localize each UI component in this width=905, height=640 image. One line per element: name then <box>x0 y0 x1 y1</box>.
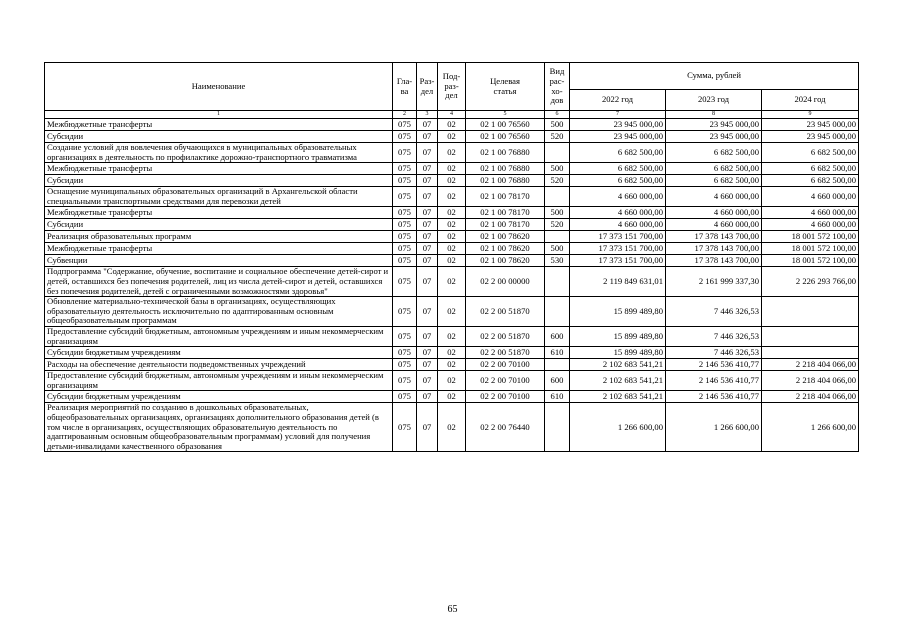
row-sum-2024: 4 660 000,00 <box>762 187 859 207</box>
row-glava: 075 <box>393 297 417 327</box>
row-sum-2022: 17 373 151 700,00 <box>570 255 666 267</box>
row-celevaya-statya: 02 1 00 76880 <box>466 175 545 187</box>
row-name: Субсидии <box>45 131 393 143</box>
table-row <box>45 347 859 359</box>
row-sum-2023: 17 378 143 700,00 <box>666 243 762 255</box>
row-celevaya-statya: 02 1 00 78620 <box>466 255 545 267</box>
row-sum-2022: 23 945 000,00 <box>570 119 666 131</box>
table-row <box>45 391 859 403</box>
row-podrazdel: 02 <box>438 187 466 207</box>
row-vid-raskhodov: 530 <box>545 255 570 267</box>
row-podrazdel: 02 <box>438 297 466 327</box>
row-podrazdel: 02 <box>438 243 466 255</box>
row-name: Создание условий для вовлечения обучающихся в муниципальных образовательных организациях в деятельность по профилактике дорожно-транспортного травматизма <box>45 143 393 163</box>
row-sum-2024: 18 001 572 100,00 <box>762 231 859 243</box>
row-razdel: 07 <box>417 297 438 327</box>
header-razdel: Раз- дел <box>417 63 438 111</box>
row-glava: 075 <box>393 231 417 243</box>
row-sum-2023: 17 378 143 700,00 <box>666 255 762 267</box>
table-row <box>45 175 859 187</box>
table-row <box>45 131 859 143</box>
row-vid-raskhodov <box>545 359 570 371</box>
header-year-2024: 2024 год <box>762 90 859 111</box>
row-razdel: 07 <box>417 243 438 255</box>
row-sum-2022: 6 682 500,00 <box>570 163 666 175</box>
row-razdel: 07 <box>417 119 438 131</box>
row-celevaya-statya: 02 1 00 76880 <box>466 163 545 175</box>
row-vid-raskhodov <box>545 143 570 163</box>
row-sum-2024: 4 660 000,00 <box>762 207 859 219</box>
row-celevaya-statya: 02 1 00 78620 <box>466 231 545 243</box>
row-vid-raskhodov: 520 <box>545 219 570 231</box>
column-number: 4 <box>438 111 466 119</box>
header-year-2023: 2023 год <box>666 90 762 111</box>
row-glava: 075 <box>393 243 417 255</box>
row-celevaya-statya: 02 1 00 78620 <box>466 243 545 255</box>
row-celevaya-statya: 02 2 00 70100 <box>466 371 545 391</box>
row-vid-raskhodov: 610 <box>545 391 570 403</box>
row-sum-2023: 7 446 326,53 <box>666 326 762 346</box>
row-sum-2022: 1 266 600,00 <box>570 403 666 452</box>
row-razdel: 07 <box>417 359 438 371</box>
row-sum-2022: 6 682 500,00 <box>570 175 666 187</box>
row-sum-2024 <box>762 347 859 359</box>
row-sum-2022: 17 373 151 700,00 <box>570 231 666 243</box>
row-glava: 075 <box>393 175 417 187</box>
row-podrazdel: 02 <box>438 347 466 359</box>
row-razdel: 07 <box>417 255 438 267</box>
budget-table <box>44 62 859 452</box>
row-sum-2022: 2 102 683 541,21 <box>570 371 666 391</box>
row-sum-2024: 6 682 500,00 <box>762 143 859 163</box>
header-vid-raskhodov: Вид рас- хо- дов <box>545 63 570 111</box>
row-celevaya-statya: 02 1 00 76560 <box>466 131 545 143</box>
row-vid-raskhodov: 600 <box>545 326 570 346</box>
row-name: Расходы на обеспечение деятельности подведомственных учреждений <box>45 359 393 371</box>
column-number: 5 <box>466 111 545 119</box>
row-podrazdel: 02 <box>438 231 466 243</box>
row-sum-2022: 15 899 489,80 <box>570 347 666 359</box>
row-sum-2022: 6 682 500,00 <box>570 143 666 163</box>
row-sum-2022: 2 102 683 541,21 <box>570 391 666 403</box>
header-podrazdel: Под- раз- дел <box>438 63 466 111</box>
header-celevaya-statya: Целевая статья <box>466 63 545 111</box>
row-podrazdel: 02 <box>438 391 466 403</box>
row-glava: 075 <box>393 347 417 359</box>
row-sum-2023: 2 161 999 337,30 <box>666 267 762 297</box>
row-celevaya-statya: 02 2 00 51870 <box>466 326 545 346</box>
row-vid-raskhodov: 520 <box>545 175 570 187</box>
table-row <box>45 243 859 255</box>
row-razdel: 07 <box>417 231 438 243</box>
row-vid-raskhodov: 600 <box>545 371 570 391</box>
page-number: 65 <box>447 604 458 615</box>
row-sum-2024: 2 218 404 066,00 <box>762 359 859 371</box>
table-row <box>45 231 859 243</box>
row-celevaya-statya: 02 1 00 78170 <box>466 187 545 207</box>
row-razdel: 07 <box>417 326 438 346</box>
row-celevaya-statya: 02 1 00 76880 <box>466 143 545 163</box>
row-sum-2023: 1 266 600,00 <box>666 403 762 452</box>
row-name: Субсидии <box>45 219 393 231</box>
row-name: Подпрограмма "Содержание, обучение, воспитание и социальное обеспечение детей-сирот и детей, оставшихся без попечения родителей, лиц из числа детей-сирот и детей, оставшихся без попечения родителей, детей с ограниченными возможностями здоровья" <box>45 267 393 297</box>
row-glava: 075 <box>393 219 417 231</box>
row-sum-2023: 6 682 500,00 <box>666 163 762 175</box>
table-body <box>45 119 859 452</box>
row-sum-2023: 4 660 000,00 <box>666 187 762 207</box>
row-razdel: 07 <box>417 347 438 359</box>
row-sum-2024: 2 226 293 766,00 <box>762 267 859 297</box>
row-razdel: 07 <box>417 187 438 207</box>
row-vid-raskhodov: 610 <box>545 347 570 359</box>
row-glava: 075 <box>393 163 417 175</box>
row-razdel: 07 <box>417 219 438 231</box>
column-number: 6 <box>545 111 570 119</box>
row-name: Субсидии <box>45 175 393 187</box>
row-sum-2023: 23 945 000,00 <box>666 119 762 131</box>
row-name: Межбюджетные трансферты <box>45 119 393 131</box>
row-razdel: 07 <box>417 403 438 452</box>
column-number: 8 <box>666 111 762 119</box>
row-sum-2023: 7 446 326,53 <box>666 347 762 359</box>
table-header <box>45 63 859 119</box>
row-podrazdel: 02 <box>438 403 466 452</box>
row-celevaya-statya: 02 2 00 70100 <box>466 359 545 371</box>
row-name: Субсидии бюджетным учреждениям <box>45 391 393 403</box>
row-celevaya-statya: 02 2 00 51870 <box>466 297 545 327</box>
row-razdel: 07 <box>417 175 438 187</box>
row-name: Субсидии бюджетным учреждениям <box>45 347 393 359</box>
row-razdel: 07 <box>417 267 438 297</box>
row-sum-2024: 18 001 572 100,00 <box>762 243 859 255</box>
row-sum-2023: 6 682 500,00 <box>666 143 762 163</box>
row-name: Межбюджетные трансферты <box>45 207 393 219</box>
row-name: Межбюджетные трансферты <box>45 163 393 175</box>
row-podrazdel: 02 <box>438 326 466 346</box>
header-summa: Сумма, рублей <box>570 63 859 90</box>
row-podrazdel: 02 <box>438 371 466 391</box>
row-razdel: 07 <box>417 391 438 403</box>
row-sum-2022: 4 660 000,00 <box>570 207 666 219</box>
row-sum-2024: 18 001 572 100,00 <box>762 255 859 267</box>
row-name: Оснащение муниципальных образовательных организаций в Архангельской области специальными транспортными средствами для перевозки детей <box>45 187 393 207</box>
row-podrazdel: 02 <box>438 143 466 163</box>
row-sum-2023: 4 660 000,00 <box>666 219 762 231</box>
row-vid-raskhodov <box>545 187 570 207</box>
row-sum-2023: 6 682 500,00 <box>666 175 762 187</box>
column-number: 9 <box>762 111 859 119</box>
budget-sheet <box>44 62 858 452</box>
row-glava: 075 <box>393 187 417 207</box>
row-sum-2023: 2 146 536 410,77 <box>666 359 762 371</box>
row-podrazdel: 02 <box>438 163 466 175</box>
row-glava: 075 <box>393 255 417 267</box>
row-vid-raskhodov: 500 <box>545 207 570 219</box>
row-sum-2024: 23 945 000,00 <box>762 131 859 143</box>
row-sum-2022: 2 119 849 631,01 <box>570 267 666 297</box>
row-sum-2022: 17 373 151 700,00 <box>570 243 666 255</box>
row-name: Межбюджетные трансферты <box>45 243 393 255</box>
row-name: Предоставление субсидий бюджетным, автономным учреждениям и иным некоммерческим организациям <box>45 371 393 391</box>
column-number: 7 <box>570 111 666 119</box>
row-podrazdel: 02 <box>438 119 466 131</box>
row-celevaya-statya: 02 1 00 76560 <box>466 119 545 131</box>
table-row <box>45 326 859 346</box>
row-sum-2024: 4 660 000,00 <box>762 219 859 231</box>
row-glava: 075 <box>393 391 417 403</box>
row-celevaya-statya: 02 1 00 78170 <box>466 219 545 231</box>
row-podrazdel: 02 <box>438 207 466 219</box>
row-celevaya-statya: 02 2 00 76440 <box>466 403 545 452</box>
column-number: 1 <box>45 111 393 119</box>
row-sum-2023: 2 146 536 410,77 <box>666 371 762 391</box>
table-row <box>45 255 859 267</box>
row-sum-2023: 7 446 326,53 <box>666 297 762 327</box>
row-sum-2022: 2 102 683 541,21 <box>570 359 666 371</box>
row-sum-2023: 23 945 000,00 <box>666 131 762 143</box>
row-sum-2024: 2 218 404 066,00 <box>762 391 859 403</box>
row-celevaya-statya: 02 2 00 70100 <box>466 391 545 403</box>
table-row <box>45 267 859 297</box>
row-glava: 075 <box>393 403 417 452</box>
column-number: 3 <box>417 111 438 119</box>
row-name: Субвенции <box>45 255 393 267</box>
row-sum-2022: 15 899 489,80 <box>570 297 666 327</box>
row-name: Предоставление субсидий бюджетным, автономным учреждениям и иным некоммерческим организациям <box>45 326 393 346</box>
row-razdel: 07 <box>417 163 438 175</box>
row-sum-2024: 2 218 404 066,00 <box>762 371 859 391</box>
row-name: Реализация мероприятий по созданию в дошкольных образовательных, общеобразовательных организациях, организациях дополнительного образования детей (в том числе в организациях, осуществляющих образовательную деятельность по адаптированным основным общеобразовательным программам) условий для получения детьми-инвалидами качественного образования <box>45 403 393 452</box>
row-vid-raskhodov: 500 <box>545 163 570 175</box>
row-sum-2024 <box>762 326 859 346</box>
row-vid-raskhodov <box>545 267 570 297</box>
table-row <box>45 119 859 131</box>
row-name: Обновление материально-технической базы в организациях, осуществляющих образовательную деятельность исключительно по адаптированным основным общеобразовательным программам <box>45 297 393 327</box>
row-celevaya-statya: 02 1 00 78170 <box>466 207 545 219</box>
row-vid-raskhodov: 500 <box>545 243 570 255</box>
row-glava: 075 <box>393 371 417 391</box>
row-sum-2022: 23 945 000,00 <box>570 131 666 143</box>
row-glava: 075 <box>393 359 417 371</box>
row-glava: 075 <box>393 207 417 219</box>
table-row <box>45 359 859 371</box>
row-vid-raskhodov <box>545 403 570 452</box>
row-glava: 075 <box>393 267 417 297</box>
row-vid-raskhodov: 500 <box>545 119 570 131</box>
row-sum-2022: 4 660 000,00 <box>570 187 666 207</box>
table-row <box>45 219 859 231</box>
table-row <box>45 143 859 163</box>
row-razdel: 07 <box>417 207 438 219</box>
row-sum-2024: 6 682 500,00 <box>762 163 859 175</box>
row-razdel: 07 <box>417 371 438 391</box>
table-row <box>45 297 859 327</box>
row-celevaya-statya: 02 2 00 00000 <box>466 267 545 297</box>
table-row <box>45 187 859 207</box>
row-sum-2024: 1 266 600,00 <box>762 403 859 452</box>
row-sum-2023: 17 378 143 700,00 <box>666 231 762 243</box>
row-celevaya-statya: 02 2 00 51870 <box>466 347 545 359</box>
row-glava: 075 <box>393 119 417 131</box>
header-name: Наименование <box>45 63 393 111</box>
row-glava: 075 <box>393 131 417 143</box>
table-row <box>45 403 859 452</box>
row-podrazdel: 02 <box>438 175 466 187</box>
row-vid-raskhodov <box>545 297 570 327</box>
row-glava: 075 <box>393 143 417 163</box>
row-sum-2023: 2 146 536 410,77 <box>666 391 762 403</box>
row-sum-2022: 15 899 489,80 <box>570 326 666 346</box>
row-sum-2022: 4 660 000,00 <box>570 219 666 231</box>
row-podrazdel: 02 <box>438 267 466 297</box>
row-sum-2024: 23 945 000,00 <box>762 119 859 131</box>
row-sum-2024 <box>762 297 859 327</box>
table-row <box>45 163 859 175</box>
row-razdel: 07 <box>417 143 438 163</box>
table-row <box>45 207 859 219</box>
row-sum-2024: 6 682 500,00 <box>762 175 859 187</box>
row-podrazdel: 02 <box>438 219 466 231</box>
header-year-2022: 2022 год <box>570 90 666 111</box>
column-number: 2 <box>393 111 417 119</box>
header-glava: Гла- ва <box>393 63 417 111</box>
row-podrazdel: 02 <box>438 131 466 143</box>
row-sum-2023: 4 660 000,00 <box>666 207 762 219</box>
row-glava: 075 <box>393 326 417 346</box>
row-podrazdel: 02 <box>438 255 466 267</box>
row-razdel: 07 <box>417 131 438 143</box>
row-name: Реализация образовательных программ <box>45 231 393 243</box>
row-podrazdel: 02 <box>438 359 466 371</box>
row-vid-raskhodov: 520 <box>545 131 570 143</box>
table-row <box>45 371 859 391</box>
column-number-row <box>45 111 859 119</box>
row-vid-raskhodov <box>545 231 570 243</box>
